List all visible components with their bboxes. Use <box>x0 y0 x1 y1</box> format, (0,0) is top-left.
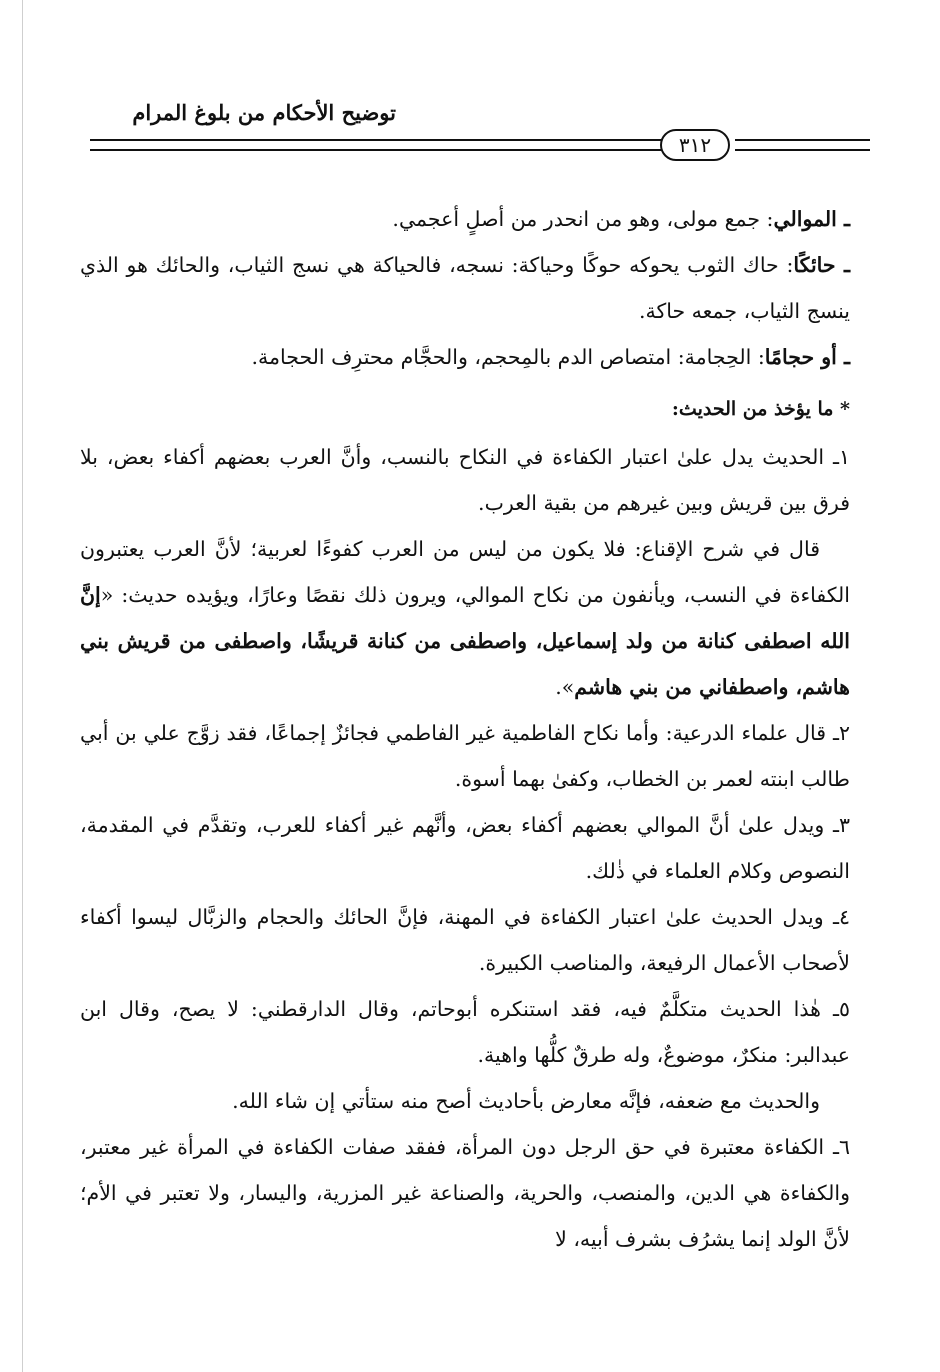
quote-close: ». <box>555 675 575 699</box>
point-1-quote <box>80 526 850 710</box>
page-number: ٣١٢ <box>660 129 730 161</box>
point-5: ٥ـ هٰذا الحديث متكلَّمٌ فيه، فقد استنكره أبوحاتم، وقال الدارقطني: لا يصح، وقال ابن عبدالبر: منكرٌ، موضوعٌ، وله طرقٌ كلُّها واهية. <box>80 997 850 1067</box>
glossary-definition: : حاك الثوب يحوكه حوكًا وحياكة: نسجه، فالحياكة هي نسج الثياب، والحائك هو الذي ينسج الثياب، جمعه حاكة. <box>80 253 850 323</box>
glossary-entry-hajjam <box>80 334 850 380</box>
header-rule-left <box>90 139 662 151</box>
point-4: ٤ـ ويدل الحديث علىٰ اعتبار الكفاءة في المهنة، فإنَّ الحائك والحجام والزبَّال ليسوا أكفاء لأصحاب الأعمال الرفيعة، والمناصب الكبيرة. <box>80 905 850 975</box>
glossary-term: ـ حائكًا <box>793 253 850 277</box>
running-title: توضيح الأحكام من بلوغ المرام <box>132 100 396 125</box>
page-body <box>80 196 850 1262</box>
page-spine-line <box>22 0 23 1372</box>
header-rule-right <box>735 139 870 151</box>
hadith-text: إنَّ الله اصطفى كنانة من ولد إسماعيل، واصطفى من كنانة قريشًا، واصطفى من قريش بني هاشم، واصطفاني من بني هاشم <box>80 583 850 699</box>
page-header <box>90 96 870 166</box>
section-heading: * ما يؤخذ من الحديث: <box>671 398 850 420</box>
glossary-term: ـ الموالي <box>773 207 850 231</box>
glossary-term: ـ أو حجامًا <box>764 345 850 369</box>
quote-intro: قال في شرح الإقناع: فلا يكون من ليس من العرب كفوءًا لعربية؛ لأنَّ العرب يعتبرون الكفاءة في النسب، ويأنفون من نكاح الموالي، ويرون ذلك نقصًا وعارًا، ويؤيده حديث: « <box>80 537 850 607</box>
point-3: ٣ـ ويدل علىٰ أنَّ الموالي بعضهم أكفاء بعض، وأنَّهم غير أكفاء للعرب، وتقدَّم في المقدمة، النصوص وكلام العلماء في ذٰلك. <box>80 813 850 883</box>
glossary-entry-mawali <box>80 196 850 242</box>
glossary-definition: : جمع مولى، وهو من انحدر من أصلٍ أعجمي. <box>392 207 774 231</box>
point-6: ٦ـ الكفاءة معتبرة في حق الرجل دون المرأة، ففقد صفات الكفاءة في المرأة غير معتبر، والكفاءة هي الدين، والمنصب، والحرية، والصناعة غير المزرية، واليسار، ولا تعتبر في الأم؛ لأنَّ الولد إنما يشرُف بشرف أبيه، لا <box>80 1135 850 1251</box>
point-2: ٢ـ قال علماء الدرعية: وأما نكاح الفاطمية غير الفاطمي فجائزٌ إجماعًا، فقد زوَّج علي بن أبي طالب ابنته لعمر بن الخطاب، وكفىٰ بهما أسوة. <box>80 721 850 791</box>
point-5-continuation: والحديث مع ضعفه، فإنَّه معارض بأحاديث أصح منه ستأتي إن شاء الله. <box>232 1089 820 1113</box>
glossary-entry-haik <box>80 242 850 334</box>
glossary-definition: : الحِجامة: امتصاص الدم بالمِحجم، والحجَّام محترِف الحجامة. <box>251 345 765 369</box>
point-1: ١ـ الحديث يدل علىٰ اعتبار الكفاءة في النكاح بالنسب، وأنَّ العرب بعضهم أكفاء بعض، بلا فرق بين قريش وبين غيرهم من بقية العرب. <box>80 445 850 515</box>
